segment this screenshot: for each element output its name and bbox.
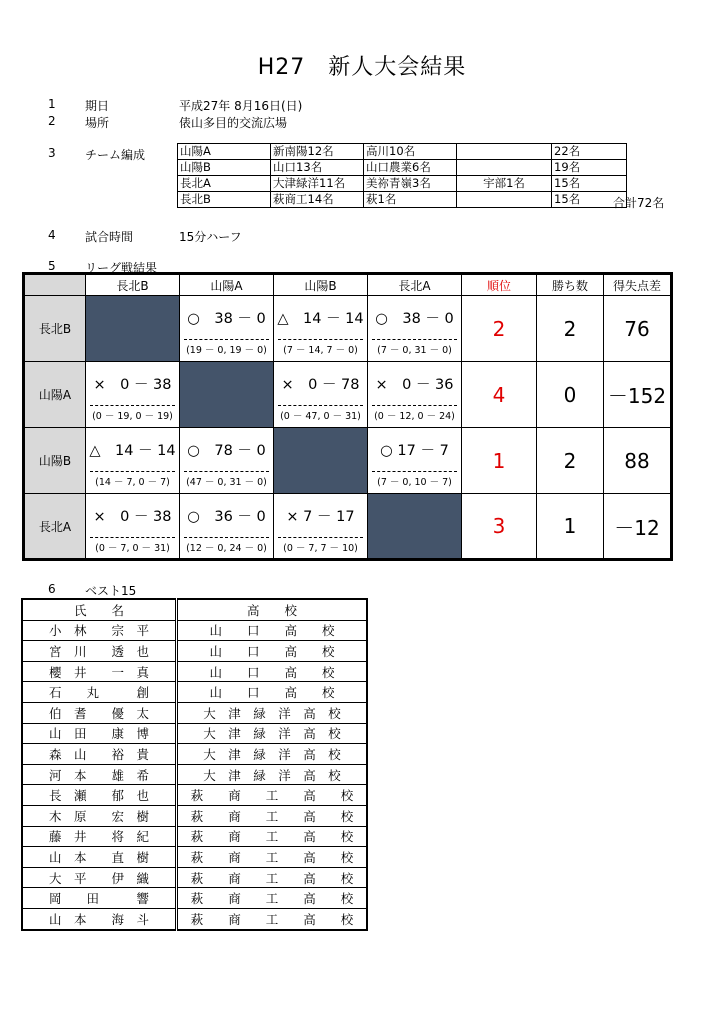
- wins-header: 勝ち数: [537, 274, 604, 296]
- best15-table: [21, 598, 368, 931]
- half-scores: (7 － 14, 7 － 0): [278, 339, 363, 356]
- rank-header: 順位: [462, 274, 537, 296]
- team-member-group: [457, 144, 552, 160]
- team-member-group: [457, 160, 552, 176]
- match-cell: [368, 296, 462, 362]
- match-cell: [86, 362, 180, 428]
- table-header-row: [24, 274, 672, 296]
- team-member-group: 美祢青嶺3名: [364, 176, 457, 192]
- match-cell: [368, 428, 462, 494]
- match-score: × 7 － 17: [286, 508, 355, 525]
- table-row: [22, 888, 367, 909]
- row-team-label: 長北A: [24, 494, 86, 560]
- player-school: 萩 商 工 高 校: [177, 826, 368, 847]
- school-header: 高 校: [177, 599, 368, 620]
- wins-value: 0: [537, 362, 604, 428]
- team-member-group: 新南陽12名: [271, 144, 364, 160]
- item-number: 2: [48, 114, 56, 128]
- player-name: 木 原 宏 樹: [22, 805, 177, 826]
- table-header-row: [22, 599, 367, 620]
- table-row: [22, 785, 367, 806]
- item-number: 3: [48, 146, 56, 160]
- player-name: 小 林 宗 平: [22, 620, 177, 641]
- table-row: [178, 192, 627, 208]
- half-scores: (0 － 7, 0 － 31): [90, 537, 175, 554]
- player-name: 伯 耆 優 太: [22, 702, 177, 723]
- player-name: 山 本 海 斗: [22, 908, 177, 929]
- table-row: [24, 362, 672, 428]
- table-row: [22, 723, 367, 744]
- item-label-place: 場所: [85, 116, 110, 130]
- team-member-group: 萩商工14名: [271, 192, 364, 208]
- table-row: [178, 160, 627, 176]
- item-label-best15: ベスト15: [85, 584, 137, 598]
- table-row: [22, 908, 367, 929]
- name-header: 氏 名: [22, 599, 177, 620]
- match-score: × 0 － 38: [93, 377, 172, 393]
- team-member-group: 高川10名: [364, 144, 457, 160]
- player-school: 大 津 緑 洋 高 校: [177, 702, 368, 723]
- match-score: ○ 38 － 0: [187, 311, 266, 327]
- column-header: 山陽A: [180, 274, 274, 296]
- team-name: 長北A: [178, 176, 271, 192]
- table-row: [24, 494, 672, 560]
- item-label-teams: チーム編成: [85, 148, 146, 162]
- table-row: [22, 620, 367, 641]
- row-team-label: 山陽B: [24, 428, 86, 494]
- player-school: 萩 商 工 高 校: [177, 785, 368, 806]
- player-name: 山 本 直 樹: [22, 847, 177, 868]
- player-name: 河 本 雄 希: [22, 764, 177, 785]
- table-row: [22, 641, 367, 662]
- table-row: [22, 805, 367, 826]
- diff-value: －152: [604, 362, 672, 428]
- self-match-cell: [274, 428, 368, 494]
- player-name: 岡 田 響: [22, 888, 177, 909]
- diff-value: 88: [604, 428, 672, 494]
- table-row: [22, 847, 367, 868]
- header-corner: [24, 274, 86, 296]
- team-member-group: 山口農業6名: [364, 160, 457, 176]
- player-school: 萩 商 工 高 校: [177, 867, 368, 888]
- player-school: 大 津 緑 洋 高 校: [177, 723, 368, 744]
- team-name: 長北B: [178, 192, 271, 208]
- wins-value: 2: [537, 296, 604, 362]
- player-name: 石 丸 創: [22, 682, 177, 703]
- match-cell: [86, 428, 180, 494]
- half-scores: (0 － 7, 7 － 10): [278, 537, 363, 554]
- player-school: 山 口 高 校: [177, 620, 368, 641]
- half-scores: (14 － 7, 0 － 7): [90, 471, 175, 488]
- diff-value: 76: [604, 296, 672, 362]
- match-cell: [180, 428, 274, 494]
- half-scores: (7 － 0, 10 － 7): [372, 471, 457, 488]
- table-row: [22, 826, 367, 847]
- team-name: 山陽A: [178, 144, 271, 160]
- player-school: 大 津 緑 洋 高 校: [177, 744, 368, 765]
- player-name: 藤 井 将 紀: [22, 826, 177, 847]
- item-label-date: 期日: [85, 99, 110, 113]
- team-name: 山陽B: [178, 160, 271, 176]
- player-school: 萩 商 工 高 校: [177, 847, 368, 868]
- table-row: [178, 144, 627, 160]
- team-total: 19名: [552, 160, 627, 176]
- column-header: 山陽B: [274, 274, 368, 296]
- half-scores: (47 － 0, 31 － 0): [184, 471, 269, 488]
- player-name: 櫻 井 一 真: [22, 661, 177, 682]
- match-score: ○ 78 － 0: [187, 443, 266, 459]
- player-school: 大 津 緑 洋 高 校: [177, 764, 368, 785]
- rank-value: 2: [462, 296, 537, 362]
- rank-value: 1: [462, 428, 537, 494]
- player-school: 萩 商 工 高 校: [177, 805, 368, 826]
- match-cell: [274, 494, 368, 560]
- self-match-cell: [180, 362, 274, 428]
- diff-header: 得失点差: [604, 274, 672, 296]
- half-scores: (0 － 12, 0 － 24): [372, 405, 457, 422]
- team-total: 15名: [552, 192, 627, 208]
- player-name: 山 田 康 博: [22, 723, 177, 744]
- match-score: △ 14 － 14: [277, 311, 364, 327]
- player-school: 山 口 高 校: [177, 661, 368, 682]
- team-member-group: 萩1名: [364, 192, 457, 208]
- page-title: H27 新人大会結果: [257, 55, 467, 80]
- player-name: 森 山 裕 貴: [22, 744, 177, 765]
- row-team-label: 山陽A: [24, 362, 86, 428]
- table-row: [178, 176, 627, 192]
- team-total: 22名: [552, 144, 627, 160]
- league-results-table: [22, 272, 673, 561]
- match-score: ○ 36 － 0: [187, 508, 266, 525]
- match-score: × 0 － 38: [93, 508, 172, 525]
- match-cell: [274, 362, 368, 428]
- item-number: 1: [48, 97, 56, 111]
- table-row: [24, 296, 672, 362]
- rank-value: 4: [462, 362, 537, 428]
- column-header: 長北A: [368, 274, 462, 296]
- player-school: 萩 商 工 高 校: [177, 888, 368, 909]
- player-school: 山 口 高 校: [177, 641, 368, 662]
- match-cell: [180, 296, 274, 362]
- item-number: 5: [48, 259, 56, 273]
- table-row: [22, 661, 367, 682]
- team-member-group: 宇部1名: [457, 176, 552, 192]
- table-row: [22, 702, 367, 723]
- table-row: [22, 764, 367, 785]
- rank-value: 3: [462, 494, 537, 560]
- column-header: 長北B: [86, 274, 180, 296]
- team-total: 15名: [552, 176, 627, 192]
- match-cell: [274, 296, 368, 362]
- item-number: 4: [48, 228, 56, 242]
- match-score: × 0 － 36: [375, 377, 454, 393]
- half-scores: (0 － 47, 0 － 31): [278, 405, 363, 422]
- match-score: × 0 － 78: [281, 377, 360, 393]
- team-composition-table: [177, 143, 627, 208]
- match-score: △ 14 － 14: [89, 443, 176, 459]
- wins-value: 1: [537, 494, 604, 560]
- item-value-date: 平成27年 8月16日(日): [179, 99, 303, 113]
- table-row: [22, 682, 367, 703]
- item-value-place: 俵山多目的交流広場: [179, 116, 288, 130]
- team-member-group: 山口13名: [271, 160, 364, 176]
- player-name: 長 瀬 郁 也: [22, 785, 177, 806]
- match-score: ○ 17 － 7: [380, 443, 449, 459]
- table-row: [22, 744, 367, 765]
- item-value-time: 15分ハーフ: [179, 230, 242, 244]
- item-number: 6: [48, 582, 56, 596]
- team-member-group: 大津緑洋11名: [271, 176, 364, 192]
- wins-value: 2: [537, 428, 604, 494]
- half-scores: (0 － 19, 0 － 19): [90, 405, 175, 422]
- half-scores: (12 － 0, 24 － 0): [184, 537, 269, 554]
- diff-value: －12: [604, 494, 672, 560]
- self-match-cell: [368, 494, 462, 560]
- table-row: [22, 867, 367, 888]
- match-cell: [180, 494, 274, 560]
- table-row: [24, 428, 672, 494]
- match-cell: [368, 362, 462, 428]
- item-label-league: リーグ戦結果: [85, 261, 158, 275]
- self-match-cell: [86, 296, 180, 362]
- match-cell: [86, 494, 180, 560]
- player-name: 大 平 伊 織: [22, 867, 177, 888]
- player-name: 宮 川 透 也: [22, 641, 177, 662]
- match-score: ○ 38 － 0: [375, 311, 454, 327]
- half-scores: (19 － 0, 19 － 0): [184, 339, 269, 356]
- row-team-label: 長北B: [24, 296, 86, 362]
- teams-grand-total: 合計72名: [613, 196, 665, 210]
- player-school: 萩 商 工 高 校: [177, 908, 368, 929]
- player-school: 山 口 高 校: [177, 682, 368, 703]
- team-member-group: [457, 192, 552, 208]
- item-label-time: 試合時間: [85, 230, 134, 244]
- half-scores: (7 － 0, 31 － 0): [372, 339, 457, 356]
